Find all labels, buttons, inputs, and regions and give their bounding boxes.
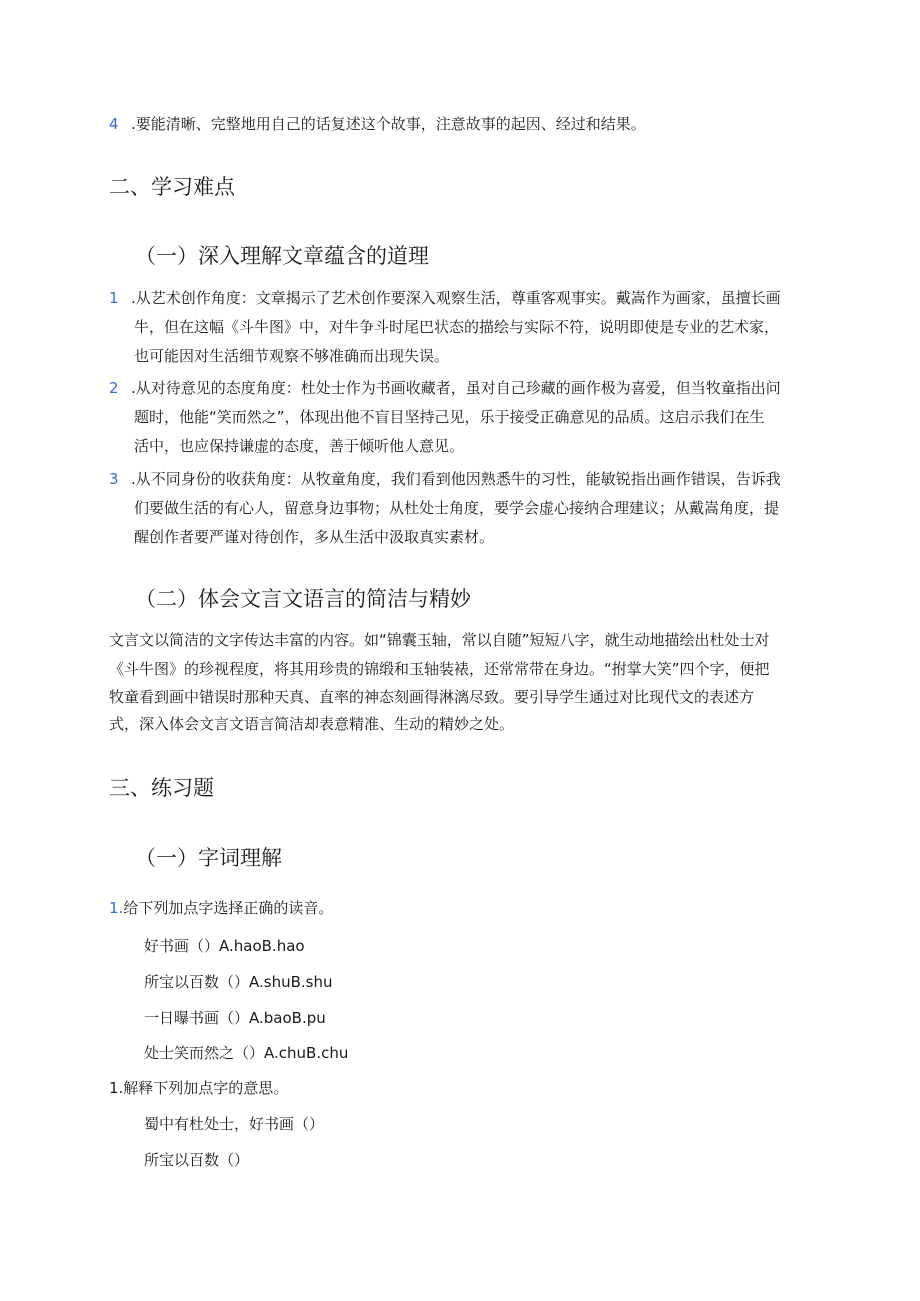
question-item: 一日曝书画（）A.baoB.pu xyxy=(144,1009,326,1027)
section-heading: 二、学习难点 xyxy=(109,175,235,199)
question xyxy=(109,897,333,919)
question-number: 1. xyxy=(109,899,124,917)
list-item xyxy=(109,374,809,461)
question-item: 蜀中有杜处士，好书画（） xyxy=(144,1115,325,1133)
list-text: .要能清晰、完整地用自己的话复述这个故事，注意故事的起因、经过和结果。 xyxy=(131,115,646,133)
list-item xyxy=(109,110,809,139)
list-text-line: 醒创作者要严谨对待创作，多从生活中汲取真实素材。 xyxy=(134,528,495,546)
list-number: 4 xyxy=(109,115,119,133)
paragraph-line: 式，深入体会文言文语言简洁却表意精准、生动的精妙之处。 xyxy=(109,715,515,733)
question-item: 所宝以百数（） xyxy=(144,1151,250,1169)
list-text-line: .从对待意见的态度角度：杜处士作为书画收藏者，虽对自己珍藏的画作极为喜爱，但当牧童指出问 xyxy=(131,379,781,397)
list-item xyxy=(109,284,809,371)
question-item: 处士笑而然之（）A.chuB.chu xyxy=(144,1044,349,1062)
question-item: 好书画（）A.haoB.hao xyxy=(144,937,305,955)
list-number: 3 xyxy=(109,470,119,488)
subsection-heading: （一）字词理解 xyxy=(135,846,282,870)
section-heading: 三、练习题 xyxy=(109,776,214,800)
list-number: 2 xyxy=(109,379,119,397)
list-number: 1 xyxy=(109,289,119,307)
list-text-line: 牛，但在这幅《斗牛图》中，对牛争斗时尾巴状态的描绘与实际不符，说明即使是专业的艺术家， xyxy=(134,318,780,336)
subsection-heading: （二）体会文言文语言的简洁与精妙 xyxy=(135,587,471,611)
list-text-line: 也可能因对生活细节观察不够准确而出现失误。 xyxy=(134,347,450,365)
subsection-heading: （一）深入理解文章蕴含的道理 xyxy=(135,244,429,268)
list-text-line: .从不同身份的收获角度：从牧童角度，我们看到他因熟悉牛的习性，能敏锐指出画作错误，告诉我 xyxy=(131,470,781,488)
list-text-line: 活中，也应保持谦虚的态度，善于倾听他人意见。 xyxy=(134,437,465,455)
paragraph-line: 牧童看到画中错误时那种天真、直率的神态刻画得淋漓尽致。要引导学生通过对比现代文的表述方 xyxy=(109,688,755,706)
paragraph-line: 《斗牛图》的珍视程度，将其用珍贵的锦缎和玉轴装裱，还常常带在身边。“拊掌大笑”四个字，便把 xyxy=(109,660,770,678)
list-text-line: .从艺术创作角度：文章揭示了艺术创作要深入观察生活，尊重客观事实。戴嵩作为画家，虽擅长画 xyxy=(131,289,781,307)
question-text: 给下列加点字选择正确的读音。 xyxy=(123,899,334,917)
paragraph-line: 文言文以简洁的文字传达丰富的内容。如“锦囊玉轴，常以自随”短短八字，就生动地描绘出杜处士对 xyxy=(109,631,770,649)
question: 1.解释下列加点字的意思。 xyxy=(109,1079,289,1097)
list-text-line: 们要做生活的有心人，留意身边事物；从杜处士角度，要学会虚心接纳合理建议；从戴嵩角度，提 xyxy=(134,499,780,517)
list-text-line: 题时，他能“笑而然之”，体现出他不盲目坚持己见，乐于接受正确意见的品质。这启示我们在生 xyxy=(134,408,765,426)
question-item: 所宝以百数（）A.shuB.shu xyxy=(144,973,333,991)
list-item xyxy=(109,465,809,552)
